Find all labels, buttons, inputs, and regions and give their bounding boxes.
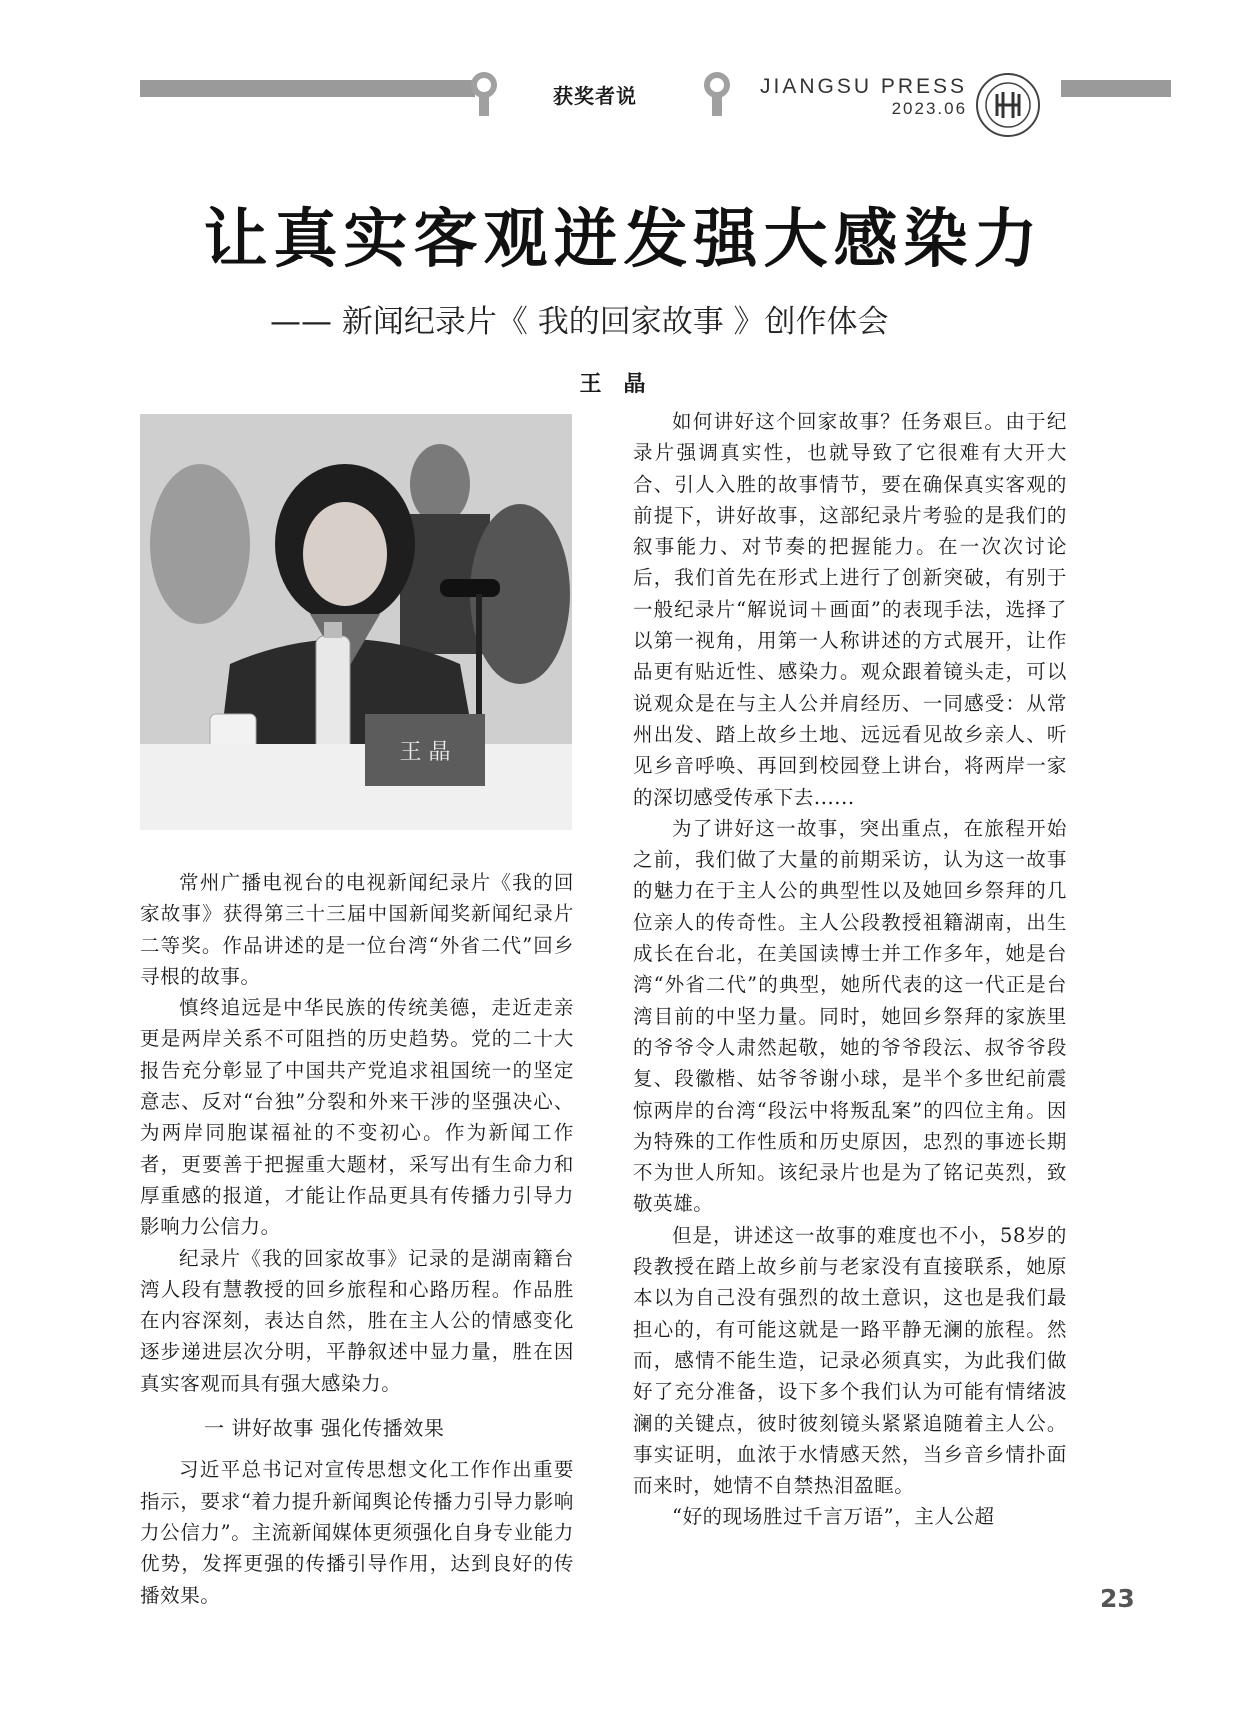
article-photo xyxy=(140,414,572,830)
right-column xyxy=(633,406,1067,1533)
pin-icon xyxy=(703,72,731,116)
paragraph: “好的现场胜过千言万语”，主人公超 xyxy=(672,1505,995,1529)
paragraph: 习近平总书记对宣传思想文化工作作出重要指示，要求“着力提升新闻舆论传播力引导力影响力公信力”。主流新闻媒体更须强化自身专业能力优势，发挥更强的传播引导作用，达到良好的传播效果。 xyxy=(140,1458,574,1607)
journal-name: JIANGSU PRESS xyxy=(760,75,968,98)
issue-date: 2023.06 xyxy=(891,99,968,118)
paragraph: 纪录片《我的回家故事》记录的是湖南籍台湾人段有慧教授的回乡旅程和心路历程。作品胜在内容深刻，表达自然，胜在主人公的情感变化逐步递进层次分明，平静叙述中显力量，胜在因真实客观而具有强大感染力。 xyxy=(140,1246,574,1395)
paragraph: 常州广播电视台的电视新闻纪录片《我的回家故事》获得第三十三届中国新闻奖新闻纪录片二等奖。作品讲述的是一位台湾“外省二代”回乡寻根的故事。 xyxy=(140,871,574,988)
article-title: 让真实客观迸发强大感染力 xyxy=(203,203,1044,277)
header-rule-right xyxy=(1061,80,1171,97)
paragraph: 如何讲好这个回家故事？任务艰巨。由于纪录片强调真实性，也就导致了它很难有大开大合、引人入胜的故事情节，要在确保真实客观的前提下，讲好故事，这部纪录片考验的是我们的叙事能力、对节奏的把握能力。在一次次讨论后，我们首先在形式上进行了创新突破，有别于一般纪录片“解说词＋画面”的表现手法，选择了以第一视角，用第一人称讲述的方式展开，让作品更有贴近性、感染力。观众跟着镜头走，可以说观众是在与主人公并肩经历、一同感受：从常州出发、踏上故乡土地、远远看见故乡亲人、听见乡音呼唤、再回到校园登上讲台，将两岸一家的深切感受传承下去...... xyxy=(633,410,1067,809)
paragraph: 为了讲好这一故事，突出重点，在旅程开始之前，我们做了大量的前期采访，认为这一故事的魅力在于主人公的典型性以及她回乡祭拜的几位亲人的传奇性。主人公段教授祖籍湖南，出生成长在台北，在美国读博士并工作多年，她是台湾“外省二代”的典型，她所代表的这一代正是台湾目前的中坚力量。同时，她回乡祭拜的家族里的爷爷令人肃然起敬，她的爷爷段沄、叔爷爷段复、段徽楷、姑爷爷谢小球，是半个多世纪前震惊两岸的台湾“段沄中将叛乱案”的四位主角。因为特殊的工作性质和历史原因，忠烈的事迹长期不为世人所知。该纪录片也是为了铭记英烈，致敬英雄。 xyxy=(633,816,1067,1216)
page-number: 23 xyxy=(1100,1584,1135,1613)
association-seal-icon xyxy=(975,72,1041,138)
paragraph: 慎终追远是中华民族的传统美德，走近走亲更是两岸关系不可阻挡的历史趋势。党的二十大报告充分彰显了中国共产党追求祖国统一的坚定意志、反对“台独”分裂和外来干涉的坚强决心、为两岸同胞谋福祉的不变初心。作为新闻工作者，更要善于把握重大题材，采写出有生命力和厚重感的报道，才能让作品更具有传播力引导力影响力公信力。 xyxy=(140,996,574,1239)
pin-icon xyxy=(470,72,498,116)
section-label: 获奖者说 xyxy=(553,84,637,108)
left-column xyxy=(140,867,574,1611)
nameplate-text: 王 晶 xyxy=(399,740,451,765)
author-name: 王晶 xyxy=(579,372,668,397)
header-rule-left xyxy=(140,80,475,97)
article-subtitle: —— 新闻纪录片《 我的回家故事 》创作体会 xyxy=(270,304,889,340)
journal-masthead xyxy=(760,76,967,120)
section-heading: 一 讲好故事 强化传播效果 xyxy=(204,1416,445,1441)
photo-illustration xyxy=(140,414,572,830)
paragraph: 但是，讲述这一故事的难度也不小，58岁的段教授在踏上故乡前与老家没有直接联系，她原本以为自己没有强烈的故土意识，这也是我们最担心的，有可能这就是一路平静无澜的旅程。然而，感情不能生造，记录必须真实，为此我们做好了充分准备，设下多个我们认为可能有情绪波澜的关键点，彼时彼刻镜头紧紧追随着主人公。事实证明，血浓于水情感天然，当乡音乡情扑面而来时，她情不自禁热泪盈眶。 xyxy=(633,1223,1067,1498)
